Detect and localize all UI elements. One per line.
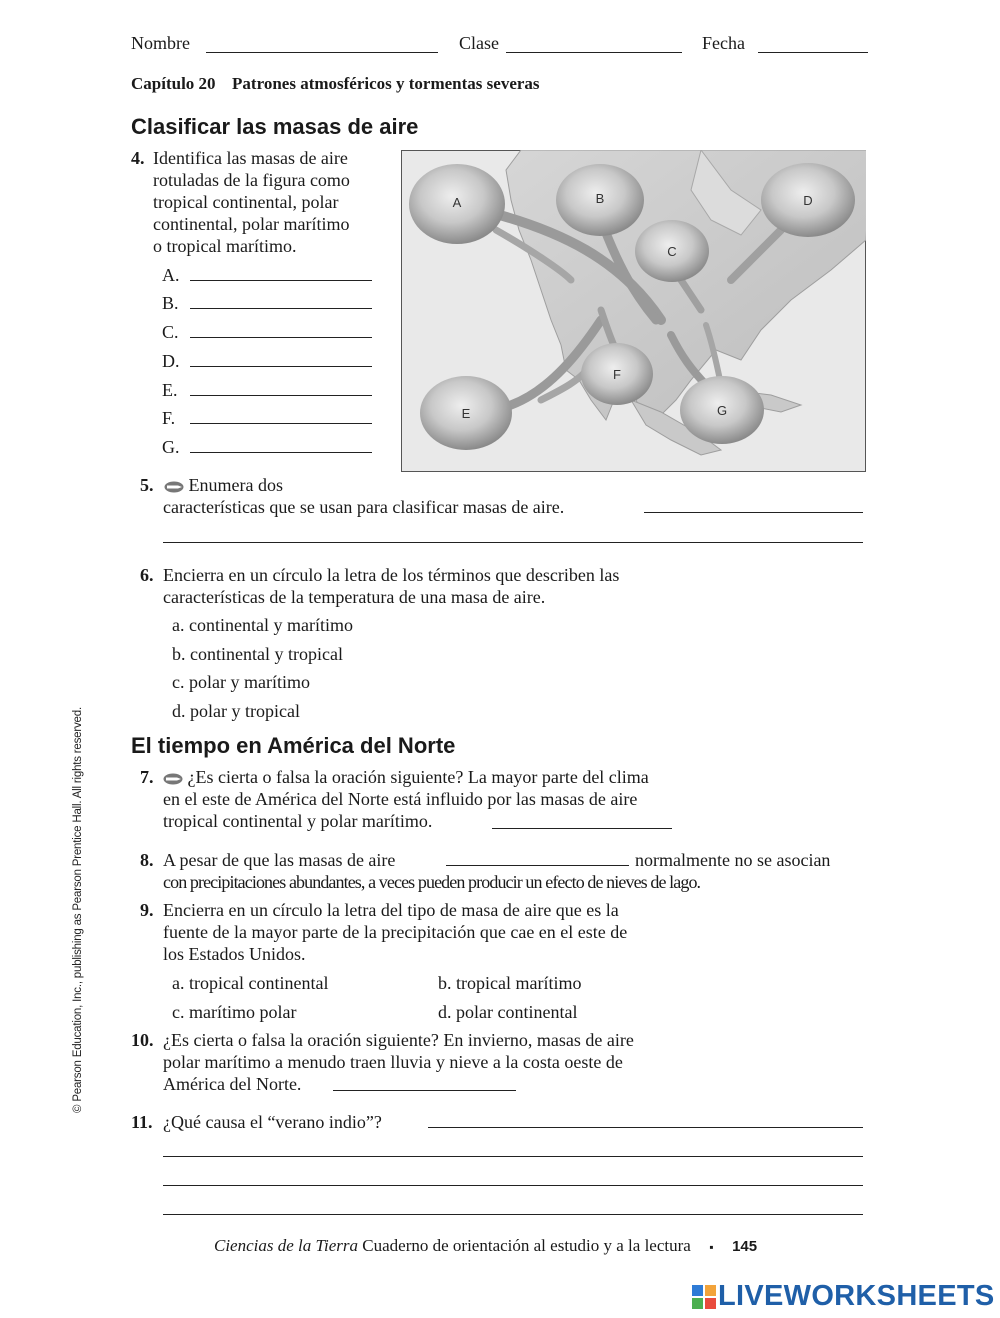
chapter-heading <box>131 74 540 94</box>
q4-answer-label-e: E. <box>162 380 178 400</box>
map-label-d: D <box>803 193 813 208</box>
q4-answer-label-c: C. <box>162 322 179 342</box>
date-label: Fecha <box>702 33 745 53</box>
side-copyright: © Pearson Education, Inc., publishing as Pearson Prentice Hall. All rights reserved. <box>72 707 84 1113</box>
reading-pencil-icon <box>163 773 183 785</box>
class-field[interactable] <box>506 34 682 53</box>
map-label-b: B <box>595 191 605 206</box>
air-mass-f <box>581 343 653 405</box>
q9-number: 9. <box>140 900 154 920</box>
q10-line2: polar marítimo a menudo traen lluvia y nieve a la costa oeste de <box>163 1052 623 1072</box>
q7-number: 7. <box>140 767 154 787</box>
q9-option-letter: d. <box>438 1002 452 1022</box>
q4-answer-b[interactable] <box>190 290 372 309</box>
q4-line: tropical continental, polar <box>153 192 339 212</box>
section-title-weather: El tiempo en América del Norte <box>131 733 456 758</box>
q4-answer-label-f: F. <box>162 408 176 428</box>
q7-text-1: ¿Es cierta o falsa la oración siguiente? La mayor parte del clima <box>187 767 649 787</box>
q9-option-letter: c. <box>172 1002 185 1022</box>
q9-option-c[interactable] <box>172 1001 296 1023</box>
q7-line1 <box>163 766 649 788</box>
air-mass-map <box>401 150 866 472</box>
q6-option-text: polar y marítimo <box>189 672 310 692</box>
q4-answer-f[interactable] <box>190 405 372 424</box>
q9-option-text: polar continental <box>456 1002 578 1022</box>
chapter-title: Patrones atmosféricos y tormentas severas <box>232 74 540 93</box>
reading-pencil-icon <box>164 481 184 493</box>
brand-name: LIVEWORKSHEETS <box>718 1280 995 1312</box>
q10-line3: América del Norte. <box>163 1074 302 1094</box>
class-label: Clase <box>459 33 499 53</box>
q9-text <box>163 899 627 965</box>
q4-answer-label-g: G. <box>162 437 180 457</box>
q4-answer-c[interactable] <box>190 319 372 338</box>
q5-text-2: características que se usan para clasificar masas de aire. <box>163 497 565 517</box>
q5-line1 <box>164 474 283 496</box>
q6-line2: características de la temperatura de una masa de aire. <box>163 587 546 607</box>
q11-answer-line3[interactable] <box>163 1167 863 1186</box>
chapter-label: Capítulo 20 <box>131 74 216 93</box>
footer-bullet: ▪ <box>709 1240 714 1254</box>
q5-answer-line1[interactable] <box>644 494 863 513</box>
q6-number: 6. <box>140 565 154 585</box>
q8-answer[interactable] <box>446 847 629 866</box>
q7-line3: tropical continental y polar marítimo. <box>163 811 433 831</box>
q4-answer-label-b: B. <box>162 293 179 313</box>
q6-option-d[interactable] <box>172 700 300 722</box>
q4-answer-g[interactable] <box>190 434 372 453</box>
date-field[interactable] <box>758 34 868 53</box>
q11-number: 11. <box>131 1112 153 1132</box>
q6-option-b[interactable] <box>172 643 343 665</box>
air-mass-b <box>556 164 644 236</box>
q4-line: o tropical marítimo. <box>153 236 297 256</box>
name-label: Nombre <box>131 33 190 53</box>
q4-number: 4. <box>131 148 145 168</box>
q7-answer[interactable] <box>492 810 672 829</box>
q6-line1: Encierra en un círculo la letra de los términos que describen las <box>163 565 620 585</box>
map-label-a: A <box>452 195 462 210</box>
q10-answer[interactable] <box>333 1072 516 1091</box>
footer-book-rest: Cuaderno de orientación al estudio y a la lectura <box>362 1236 691 1255</box>
q5-number: 5. <box>140 475 154 495</box>
q6-option-text: polar y tropical <box>190 701 300 721</box>
air-mass-d <box>761 163 855 237</box>
q11-text: ¿Qué causa el “verano indio”? <box>163 1112 382 1132</box>
q9-line1: Encierra en un círculo la letra del tipo de masa de aire que es la <box>163 900 619 920</box>
q4-answer-e[interactable] <box>190 377 372 396</box>
q9-option-text: tropical marítimo <box>456 973 582 993</box>
q4-text <box>153 147 350 257</box>
section-title-classify: Clasificar las masas de aire <box>131 114 419 139</box>
q11-answer-line1[interactable] <box>428 1109 863 1128</box>
q9-option-b[interactable] <box>438 972 581 994</box>
name-field[interactable] <box>206 34 438 53</box>
q8-line1a: A pesar de que las masas de aire <box>163 850 396 870</box>
q4-line: continental, polar marítimo <box>153 214 350 234</box>
liveworksheets-logo[interactable] <box>692 1280 995 1313</box>
q5-text-1: Enumera dos <box>188 475 283 495</box>
q6-option-a[interactable] <box>172 614 353 636</box>
page-number: 145 <box>732 1238 758 1255</box>
q10-line1: ¿Es cierta o falsa la oración siguiente? En invierno, masas de aire <box>163 1030 634 1050</box>
q8-number: 8. <box>140 850 154 870</box>
q5-answer-line2[interactable] <box>163 524 863 543</box>
q9-line3: los Estados Unidos. <box>163 944 306 964</box>
q9-option-a[interactable] <box>172 972 328 994</box>
footer <box>214 1236 757 1256</box>
q7-line2: en el este de América del Norte está influido por las masas de aire <box>163 789 638 809</box>
map-label-e: E <box>461 406 471 421</box>
q8-line1b: normalmente no se asocian <box>635 850 831 870</box>
air-mass-a <box>409 164 505 244</box>
q4-answer-label-d: D. <box>162 351 180 371</box>
q11-answer-line2[interactable] <box>163 1138 863 1157</box>
air-mass-c <box>635 220 709 282</box>
q6-option-text: continental y marítimo <box>189 615 353 635</box>
air-mass-e <box>420 376 512 450</box>
q4-answer-d[interactable] <box>190 348 372 367</box>
q9-option-text: tropical continental <box>189 973 329 993</box>
q10-number: 10. <box>131 1030 154 1050</box>
q6-option-text: continental y tropical <box>190 644 343 664</box>
q6-text <box>163 564 619 608</box>
map-label-c: C <box>667 244 677 259</box>
liveworksheets-logo-icon <box>692 1285 716 1309</box>
q6-option-letter: d. <box>172 701 186 721</box>
q4-answer-label-a: A. <box>162 265 180 285</box>
map-label-f: F <box>613 367 621 382</box>
map-label-g: G <box>716 403 728 418</box>
q4-line: rotuladas de la figura como <box>153 170 350 190</box>
q9-option-letter: b. <box>438 973 452 993</box>
q6-option-letter: a. <box>172 615 185 635</box>
q9-option-text: marítimo polar <box>189 1002 297 1022</box>
q6-option-c[interactable] <box>172 671 310 693</box>
q4-answer-a[interactable] <box>190 262 372 281</box>
q8-line2: con precipitaciones abundantes, a veces pueden producir un efecto de nieves de lago. <box>163 872 701 892</box>
footer-book-italic: Ciencias de la Tierra <box>214 1236 359 1255</box>
q6-option-letter: b. <box>172 644 186 664</box>
q9-option-letter: a. <box>172 973 185 993</box>
q6-option-letter: c. <box>172 672 185 692</box>
q4-line: Identifica las masas de aire <box>153 148 348 168</box>
q9-line2: fuente de la mayor parte de la precipitación que cae en el este de <box>163 922 628 942</box>
q11-answer-line4[interactable] <box>163 1196 863 1215</box>
air-mass-g <box>680 376 764 444</box>
q9-option-d[interactable] <box>438 1001 577 1023</box>
